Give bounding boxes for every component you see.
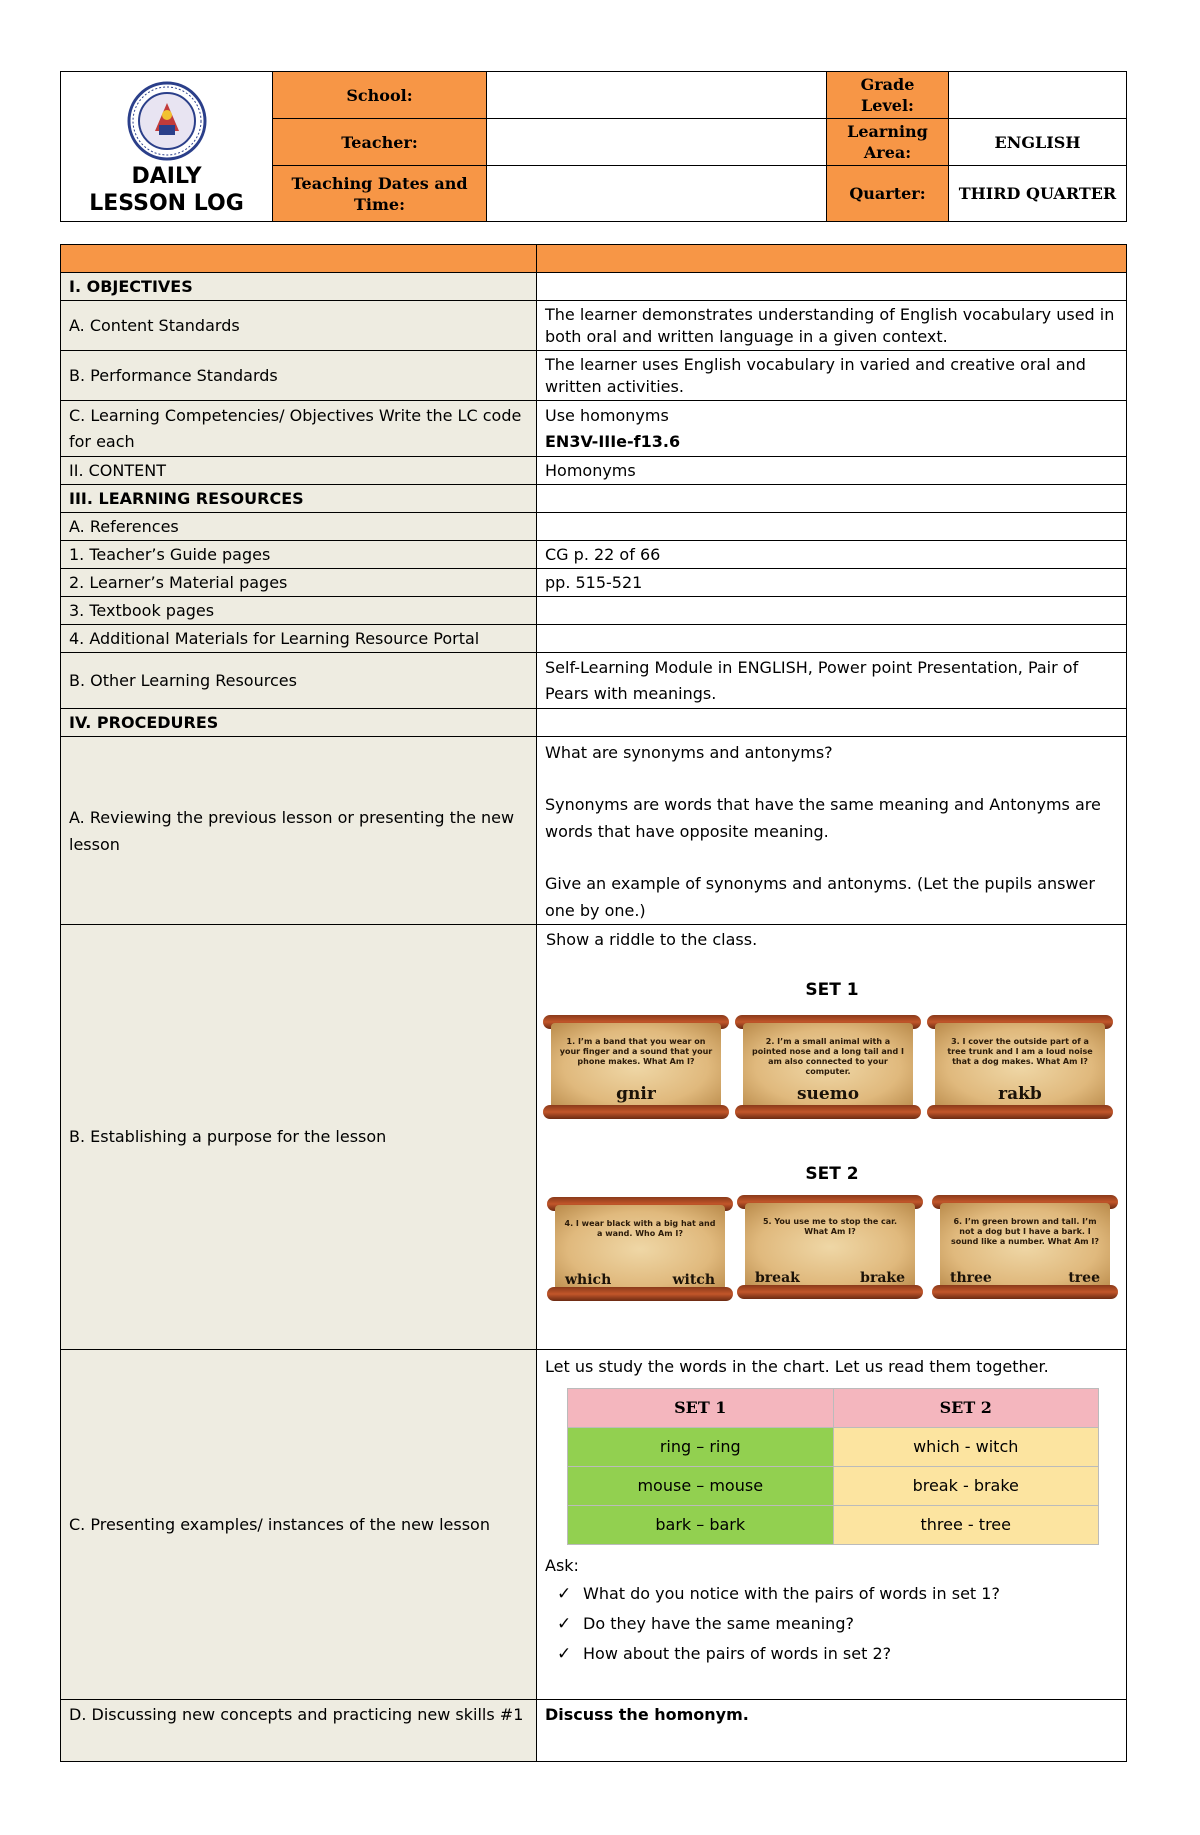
logo-cell <box>61 72 273 222</box>
grade-label: Grade Level: <box>827 72 949 119</box>
school-value[interactable] <box>487 72 827 119</box>
riddle-card-6: 6. I’m green brown and tall. I’m not a dog but I have a bark. I sound like a number. What Am I? three tree <box>932 1191 1118 1303</box>
examples-label: C. Presenting examples/ instances of the new lesson <box>61 1350 537 1700</box>
lesson-table <box>60 244 1127 1762</box>
performance-standards-value: The learner uses English vocabulary in varied and creative oral and written activities. <box>537 351 1127 401</box>
dates-value[interactable] <box>487 166 827 222</box>
homonym-chart <box>567 1388 1099 1545</box>
teacher-value[interactable] <box>487 119 827 166</box>
chart-cell: which - witch <box>833 1428 1099 1467</box>
other-resources-label: B. Other Learning Resources <box>61 653 537 709</box>
learners-material-label: 2. Learner’s Material pages <box>61 569 537 597</box>
orange-header-right <box>537 245 1127 273</box>
content-standards-value: The learner demonstrates understanding of English vocabulary used in both oral and written language in a given context. <box>537 301 1127 351</box>
ask-label: Ask: <box>545 1556 579 1575</box>
competencies-label: C. Learning Competencies/ Objectives Write the LC code for each <box>61 401 537 457</box>
title-line-2: LESSON LOG <box>89 190 244 216</box>
grade-value[interactable] <box>949 72 1127 119</box>
check-icon: ✓ <box>557 1614 572 1634</box>
additional-materials-label: 4. Additional Materials for Learning Resource Portal <box>61 625 537 653</box>
riddle-card-2: 2. I’m a small animal with a pointed nose and a long tail and I am also connected to your computer. suemo <box>735 1011 921 1123</box>
check-icon: ✓ <box>557 1584 572 1604</box>
reviewing-question: What are synonyms and antonyms? <box>545 743 833 762</box>
orange-header-left <box>61 245 537 273</box>
reviewing-definition: Synonyms are words that have the same meaning and Antonyms are words that have opposite meaning. <box>545 795 1101 841</box>
riddle-intro: Show a riddle to the class. <box>546 930 758 949</box>
examples-intro: Let us study the words in the chart. Let us read them together. <box>545 1357 1049 1376</box>
riddle-card-5: 5. You use me to stop the car. What Am I? break brake <box>737 1191 923 1303</box>
textbook-label: 3. Textbook pages <box>61 597 537 625</box>
deped-seal-icon <box>127 81 207 161</box>
ask-list <box>545 1579 1118 1669</box>
performance-standards-label: B. Performance Standards <box>61 351 537 401</box>
chart-header-set2: SET 2 <box>833 1389 1099 1428</box>
content-label: II. CONTENT <box>61 457 537 485</box>
competency-text: Use homonyms <box>545 405 669 425</box>
teachers-guide-value: CG p. 22 of 66 <box>537 541 1127 569</box>
purpose-label: B. Establishing a purpose for the lesson <box>61 925 537 1350</box>
set1-title: SET 1 <box>805 980 859 1000</box>
teacher-label: Teacher: <box>273 119 487 166</box>
reviewing-label: A. Reviewing the previous lesson or presenting the new lesson <box>61 737 537 925</box>
chart-cell: three - tree <box>833 1506 1099 1545</box>
competencies-value <box>537 401 1127 457</box>
set2-title: SET 2 <box>805 1164 859 1184</box>
area-value[interactable]: ENGLISH <box>949 119 1127 166</box>
quarter-label: Quarter: <box>827 166 949 222</box>
resources-heading: III. LEARNING RESOURCES <box>61 485 537 513</box>
reviewing-value <box>537 737 1127 925</box>
dates-label: Teaching Dates and Time: <box>273 166 487 222</box>
discussing-label: D. Discussing new concepts and practicing new skills #1 <box>61 1700 537 1762</box>
examples-value <box>537 1350 1127 1700</box>
competency-code: EN3V-IIIe-f13.6 <box>545 431 681 451</box>
chart-cell: bark – bark <box>568 1506 834 1545</box>
learners-material-value: pp. 515-521 <box>537 569 1127 597</box>
list-item: ✓ What do you notice with the pairs of words in set 1? <box>545 1579 1118 1609</box>
title-line-1: DAILY <box>131 163 202 189</box>
objectives-heading: I. OBJECTIVES <box>61 273 537 301</box>
references-label: A. References <box>61 513 537 541</box>
chart-cell: ring – ring <box>568 1428 834 1467</box>
riddle-card-1: 1. I’m a band that you wear on your finger and a sound that your phone makes. What Am I? gnir <box>543 1011 729 1123</box>
list-item: ✓ How about the pairs of words in set 2? <box>545 1639 1118 1669</box>
procedures-heading: IV. PROCEDURES <box>61 709 537 737</box>
content-value: Homonyms <box>537 457 1127 485</box>
chart-cell: mouse – mouse <box>568 1467 834 1506</box>
content-standards-label: A. Content Standards <box>61 301 537 351</box>
list-item: ✓ Do they have the same meaning? <box>545 1609 1118 1639</box>
check-icon: ✓ <box>557 1644 572 1664</box>
chart-cell: break - brake <box>833 1467 1099 1506</box>
quarter-value[interactable]: THIRD QUARTER <box>949 166 1127 222</box>
reviewing-instruction: Give an example of synonyms and antonyms. (Let the pupils answer one by one.) <box>545 874 1095 920</box>
chart-header-set1: SET 1 <box>568 1389 834 1428</box>
discussing-value: Discuss the homonym. <box>537 1700 1127 1762</box>
other-resources-value: Self-Learning Module in ENGLISH, Power point Presentation, Pair of Pears with meanings. <box>537 653 1127 709</box>
header-table <box>60 71 1127 222</box>
school-label: School: <box>273 72 487 119</box>
riddle-card-3: 3. I cover the outside part of a tree trunk and I am a loud noise that a dog makes. What Am I? rakb <box>927 1011 1113 1123</box>
purpose-value <box>537 925 1127 1350</box>
riddle-card-4: 4. I wear black with a big hat and a wand. Who Am I? which witch <box>547 1193 733 1305</box>
teachers-guide-label: 1. Teacher’s Guide pages <box>61 541 537 569</box>
area-label: Learning Area: <box>827 119 949 166</box>
